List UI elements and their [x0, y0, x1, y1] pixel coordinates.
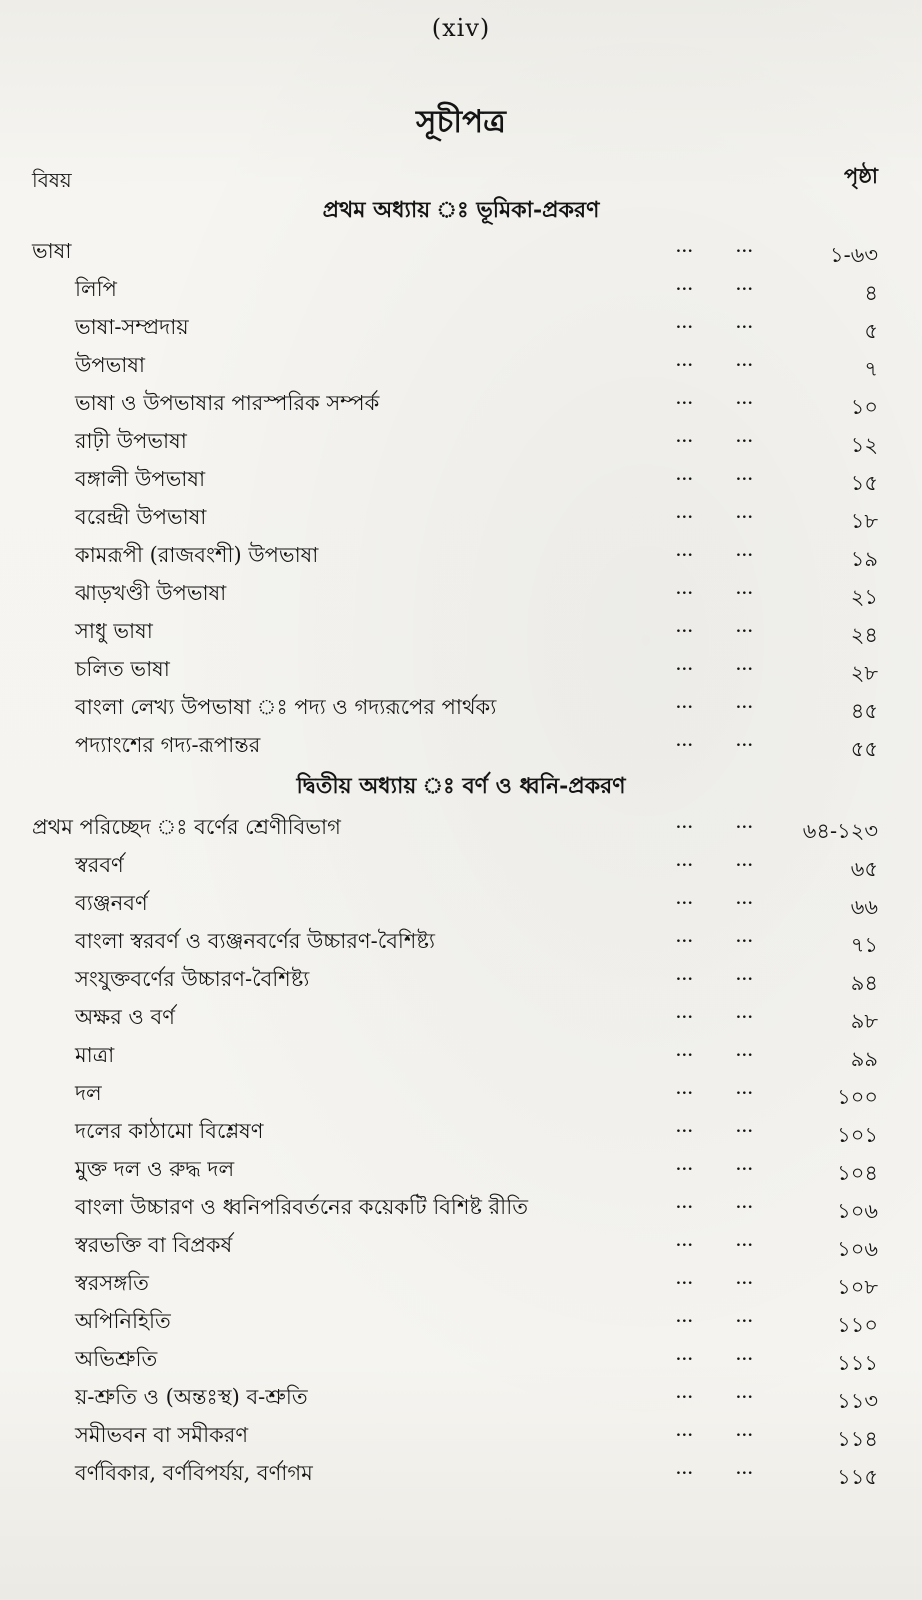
leader-dots: ...	[736, 892, 754, 908]
column-header-page: পৃষ্ঠা	[843, 163, 878, 188]
leader-dots: ...	[676, 658, 694, 674]
toc-entry-page: ১০	[850, 395, 878, 419]
leader-dots: ...	[676, 930, 694, 946]
toc-entry-page: ৪	[864, 281, 878, 305]
leader-dots: ...	[676, 544, 694, 560]
leader-dots: ...	[676, 1158, 694, 1174]
toc-row	[0, 498, 922, 536]
toc-entry-label: বাংলা উচ্চারণ ও ধ্বনিপরিবর্তনের কয়েকটি বিশিষ্ট রীতি	[75, 1195, 528, 1219]
toc-entry-page: ২১	[850, 585, 878, 609]
toc-row	[0, 726, 922, 764]
toc-entry-label: সমীভবন বা সমীকরণ	[75, 1423, 249, 1447]
toc-entry-page: ১১৩	[837, 1389, 878, 1413]
toc-entry-label: বঙ্গালী উপভাষা	[75, 467, 206, 491]
toc-row	[0, 308, 922, 346]
leader-dots: ...	[676, 354, 694, 370]
page-number: (xiv)	[431, 14, 491, 42]
toc-row	[0, 1416, 922, 1454]
leader-dots: ...	[736, 816, 754, 832]
toc-entry-page: ১৯	[850, 547, 878, 571]
leader-dots: ...	[676, 430, 694, 446]
toc-row	[0, 884, 922, 922]
toc-entry-label: বরেন্দ্রী উপভাষা	[75, 505, 207, 529]
chapter-heading: প্রথম অধ্যায় ঃ ভূমিকা-প্রকরণ	[322, 197, 600, 223]
leader-dots: ...	[736, 1158, 754, 1174]
toc-row	[0, 460, 922, 498]
leader-dots: ...	[736, 1044, 754, 1060]
toc-entry-label: স্বরবর্ণ	[75, 853, 124, 877]
toc-row	[0, 922, 922, 960]
toc-entry-label: সংযুক্তবর্ণের উচ্চারণ-বৈশিষ্ট্য	[75, 967, 310, 991]
toc-row	[0, 536, 922, 574]
leader-dots: ...	[736, 734, 754, 750]
leader-dots: ...	[736, 658, 754, 674]
leader-dots: ...	[676, 240, 694, 256]
toc-entry-label: বাংলা লেখ্য উপভাষা ঃ পদ্য ও গদ্যরূপের পার্থক্য	[75, 695, 497, 719]
page-title: সূচীপত্র	[416, 104, 506, 140]
toc-entry-label: দল	[75, 1081, 102, 1105]
leader-dots: ...	[676, 620, 694, 636]
toc-row	[0, 574, 922, 612]
column-header-subject: বিষয়	[32, 168, 72, 192]
toc-entry-page: ১০৬	[837, 1199, 878, 1223]
section-row	[0, 808, 922, 846]
toc-entry-label: প্রথম পরিচ্ছেদ ঃ বর্ণের শ্রেণীবিভাগ	[32, 815, 341, 839]
toc-entry-page: ৭১	[850, 933, 878, 957]
toc-row	[0, 346, 922, 384]
leader-dots: ...	[676, 1348, 694, 1364]
toc-row	[0, 270, 922, 308]
toc-entry-label: পদ্যাংশের গদ্য-রূপান্তর	[75, 733, 261, 757]
leader-dots: ...	[736, 1196, 754, 1212]
toc-entry-page: ২৮	[850, 661, 878, 685]
toc-row	[0, 846, 922, 884]
toc-entry-page: ৪৫	[850, 699, 878, 723]
toc-entry-page: ১০১	[837, 1123, 878, 1147]
leader-dots: ...	[676, 506, 694, 522]
toc-entry-label: লিপি	[75, 277, 117, 301]
toc-entry-page: ৬৬	[850, 895, 878, 919]
toc-entry-page: ২৪	[850, 623, 878, 647]
toc-entry-label: কামরূপী (রাজবংশী) উপভাষা	[75, 543, 319, 567]
leader-dots: ...	[736, 968, 754, 984]
leader-dots: ...	[676, 1196, 694, 1212]
toc-entry-label: অক্ষর ও বর্ণ	[75, 1005, 175, 1029]
leader-dots: ...	[736, 544, 754, 560]
leader-dots: ...	[676, 1424, 694, 1440]
toc-entry-page: ৬৪-১২৩	[802, 819, 878, 843]
toc-row	[0, 1302, 922, 1340]
toc-row	[0, 1340, 922, 1378]
leader-dots: ...	[736, 696, 754, 712]
toc-entry-page: ৭	[864, 357, 878, 381]
toc-row	[0, 1074, 922, 1112]
toc-entry-label: রাঢ়ী উপভাষা	[75, 429, 187, 453]
leader-dots: ...	[676, 1006, 694, 1022]
leader-dots: ...	[736, 392, 754, 408]
toc-entry-label: অপিনিহিতি	[75, 1309, 171, 1333]
toc-entry-label: অভিশ্রুতি	[75, 1347, 158, 1371]
toc-row	[0, 1036, 922, 1074]
toc-entry-page: ১১১	[837, 1351, 878, 1375]
leader-dots: ...	[676, 1310, 694, 1326]
toc-entry-page: ১০৬	[837, 1237, 878, 1261]
leader-dots: ...	[676, 278, 694, 294]
toc-entry-page: ১-৬৩	[829, 243, 878, 267]
toc-entry-page: ১৮	[850, 509, 878, 533]
leader-dots: ...	[676, 854, 694, 870]
toc-row	[0, 232, 922, 270]
toc-entry-page: ৯৪	[850, 971, 878, 995]
leader-dots: ...	[676, 696, 694, 712]
toc-entry-label: সাধু ভাষা	[75, 619, 153, 643]
toc-entry-label: ঝাড়খণ্ডী উপভাষা	[75, 581, 227, 605]
leader-dots: ...	[676, 816, 694, 832]
toc-row	[0, 650, 922, 688]
leader-dots: ...	[736, 930, 754, 946]
leader-dots: ...	[736, 278, 754, 294]
toc-row	[0, 1454, 922, 1492]
leader-dots: ...	[676, 1120, 694, 1136]
toc-entry-page: ১২	[850, 433, 878, 457]
toc-entry-label: মাত্রা	[75, 1043, 115, 1067]
leader-dots: ...	[676, 582, 694, 598]
toc-entry-label: স্বরসঙ্গতি	[75, 1271, 149, 1295]
toc-entry-label: য়-শ্রুতি ও (অন্তঃস্থ) ব-শ্রুতি	[75, 1385, 308, 1409]
toc-row	[0, 1112, 922, 1150]
leader-dots: ...	[676, 892, 694, 908]
toc-row	[0, 384, 922, 422]
toc-entry-label: স্বরভক্তি বা বিপ্রকর্ষ	[75, 1233, 233, 1257]
leader-dots: ...	[676, 316, 694, 332]
toc-entry-label: ভাষা	[32, 239, 72, 263]
leader-dots: ...	[676, 1386, 694, 1402]
leader-dots: ...	[736, 1120, 754, 1136]
toc-entry-page: ১১৪	[837, 1427, 878, 1451]
leader-dots: ...	[736, 582, 754, 598]
toc-entry-page: ১৫	[850, 471, 878, 495]
toc-row	[0, 688, 922, 726]
toc-entry-page: ৬৫	[850, 857, 878, 881]
leader-dots: ...	[736, 1082, 754, 1098]
leader-dots: ...	[736, 1272, 754, 1288]
leader-dots: ...	[736, 506, 754, 522]
toc-row	[0, 998, 922, 1036]
toc-entry-label: ভাষা-সম্প্রদায়	[75, 315, 189, 339]
toc-entry-label: ব্যঞ্জনবর্ণ	[75, 891, 148, 915]
toc-row	[0, 1188, 922, 1226]
leader-dots: ...	[736, 1006, 754, 1022]
leader-dots: ...	[676, 1272, 694, 1288]
toc-entry-label: দলের কাঠামো বিশ্লেষণ	[75, 1119, 264, 1143]
leader-dots: ...	[676, 468, 694, 484]
toc-entry-label: বর্ণবিকার, বর্ণবিপর্যয়, বর্ণাগম	[75, 1461, 313, 1485]
leader-dots: ...	[736, 1462, 754, 1478]
leader-dots: ...	[736, 240, 754, 256]
toc-row	[0, 422, 922, 460]
toc-entry-label: উপভাষা	[75, 353, 146, 377]
leader-dots: ...	[736, 316, 754, 332]
toc-row	[0, 1264, 922, 1302]
toc-entry-label: বাংলা স্বরবর্ণ ও ব্যঞ্জনবর্ণের উচ্চারণ-বৈশিষ্ট্য	[75, 929, 435, 953]
toc-entry-page: ১০৮	[837, 1275, 878, 1299]
leader-dots: ...	[736, 854, 754, 870]
toc-row	[0, 1226, 922, 1264]
leader-dots: ...	[736, 354, 754, 370]
leader-dots: ...	[676, 968, 694, 984]
leader-dots: ...	[676, 734, 694, 750]
toc-entry-label: চলিত ভাষা	[75, 657, 170, 681]
leader-dots: ...	[736, 1348, 754, 1364]
leader-dots: ...	[736, 1386, 754, 1402]
toc-entry-label: ভাষা ও উপভাষার পারস্পরিক সম্পর্ক	[75, 391, 380, 415]
toc-row	[0, 612, 922, 650]
toc-entry-page: ১০০	[837, 1085, 878, 1109]
toc-entry-page: ৫	[864, 319, 878, 343]
leader-dots: ...	[736, 1234, 754, 1250]
toc-entry-page: ১০৪	[837, 1161, 878, 1185]
toc-entry-page: ১১০	[837, 1313, 878, 1337]
toc-entry-page: ৯৮	[850, 1009, 878, 1033]
leader-dots: ...	[676, 1082, 694, 1098]
toc-row	[0, 1378, 922, 1416]
leader-dots: ...	[736, 620, 754, 636]
leader-dots: ...	[676, 392, 694, 408]
leader-dots: ...	[676, 1234, 694, 1250]
leader-dots: ...	[676, 1044, 694, 1060]
leader-dots: ...	[736, 430, 754, 446]
toc-row	[0, 1150, 922, 1188]
toc-entry-page: ১১৫	[837, 1465, 878, 1489]
table-of-contents	[0, 188, 922, 1492]
toc-entry-page: ৫৫	[850, 737, 878, 761]
toc-entry-label: মুক্ত দল ও রুদ্ধ দল	[75, 1157, 235, 1181]
leader-dots: ...	[676, 1462, 694, 1478]
leader-dots: ...	[736, 1310, 754, 1326]
leader-dots: ...	[736, 468, 754, 484]
toc-entry-page: ৯৯	[850, 1047, 878, 1071]
leader-dots: ...	[736, 1424, 754, 1440]
chapter-heading: দ্বিতীয় অধ্যায় ঃ বর্ণ ও ধ্বনি-প্রকরণ	[296, 773, 626, 799]
toc-row	[0, 960, 922, 998]
